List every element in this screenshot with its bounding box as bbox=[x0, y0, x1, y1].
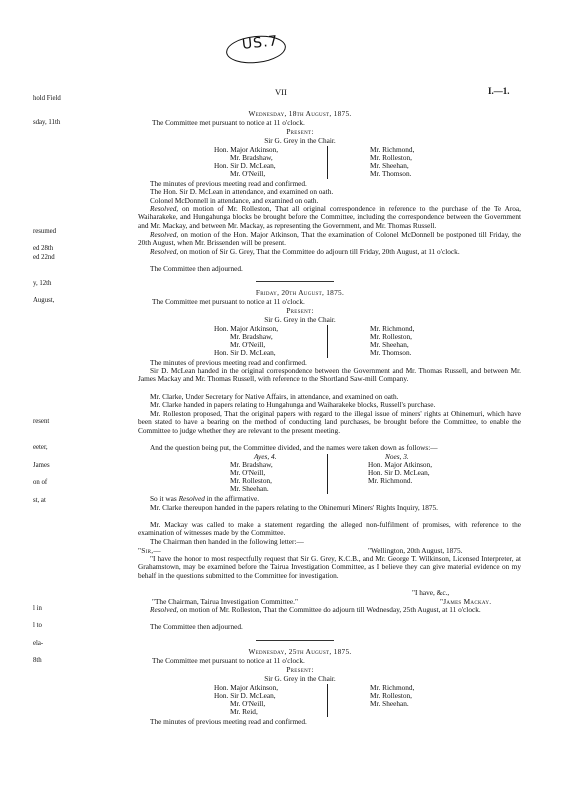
ayes-name: Mr. O'Neill, bbox=[230, 468, 266, 477]
page-corner-ref: I.—1. bbox=[488, 86, 510, 96]
resolved-word: Resolved, bbox=[150, 204, 179, 213]
ayes-name: Mr. Bradshaw, bbox=[230, 460, 273, 469]
margin-fragment: on of bbox=[33, 479, 48, 486]
letter-body: "I have the honor to most respectfully request that Sir G. Grey, K.C.B., and Mr. George T. Wilkinson, Licensed Interpreter, at Grahamstown, may be examined before the Tairua Investigation Committee, as I believe they can give material evidence on my behalf in the questions submitted to the Committee for investigation. bbox=[138, 554, 521, 580]
result-text: So it was bbox=[150, 494, 179, 503]
minutes-paragraph: Mr. Clarke, Under Secretary for Native Affairs, in attendance, and examined on oath. bbox=[150, 392, 399, 401]
margin-fragment: August, bbox=[33, 297, 55, 304]
noes-name: Mr. Richmond. bbox=[368, 476, 413, 485]
member-name: Hon. Sir D. McLean, bbox=[214, 348, 276, 357]
member-name: Mr. O'Neill, bbox=[230, 699, 266, 708]
minutes-paragraph: Mr. Clarke handed in papers relating to Hungahunga and Waiharakeke blocks, Russell's purchase. bbox=[150, 400, 436, 409]
resolution-text: on motion of Mr. Rolleston, That the Committee do adjourn till Wednesday, 25th August, at 11 o'clock. bbox=[178, 605, 481, 614]
chair-line: Sir G. Grey in the Chair. bbox=[264, 315, 336, 324]
section-divider bbox=[256, 640, 334, 641]
resolution-text: on motion of Sir G. Grey, That the Committee do adjourn till Friday, 20th August, at 11 o'clock. bbox=[178, 247, 460, 256]
adjourned-line: The Committee then adjourned. bbox=[150, 264, 243, 273]
present-heading: Present: bbox=[286, 665, 314, 674]
member-name: Mr. Sheehan, bbox=[370, 340, 409, 349]
result-text: in the affirmative. bbox=[204, 494, 260, 503]
letter-closing: "I have, &c., bbox=[412, 588, 450, 597]
margin-fragment: ed 28th bbox=[33, 245, 54, 252]
meeting-date: Wednesday, 25th August, 1875. bbox=[248, 647, 352, 656]
letter-signature: "James Mackay. bbox=[440, 597, 492, 606]
minutes-paragraph: Mr. Clarke thereupon handed in the papers relating to the Ohinemuri Miners' Rights Inquiry, 1875. bbox=[150, 503, 438, 512]
minutes-paragraph: The Hon. Sir D. McLean in attendance, and examined on oath. bbox=[150, 187, 334, 196]
member-name: Mr. Rolleston, bbox=[370, 691, 412, 700]
member-name: Hon. Major Atkinson, bbox=[214, 683, 279, 692]
member-name: Hon. Major Atkinson, bbox=[214, 324, 279, 333]
member-name: Mr. O'Neill, bbox=[230, 340, 266, 349]
minutes-paragraph: The minutes of previous meeting read and confirmed. bbox=[150, 717, 307, 726]
noes-name: Hon. Sir D. McLean, bbox=[368, 468, 430, 477]
letter-addressee: "The Chairman, Tairua Investigation Committee." bbox=[152, 597, 298, 606]
member-name: Hon. Major Atkinson, bbox=[214, 145, 279, 154]
member-name: Mr. Richmond, bbox=[370, 145, 415, 154]
margin-fragment: James bbox=[33, 462, 50, 469]
member-name: Mr. Sheehan. bbox=[370, 699, 409, 708]
member-name: Mr. O'Neill, bbox=[230, 169, 266, 178]
letter-salutation: "Sir,— bbox=[138, 546, 161, 555]
member-name: Mr. Richmond, bbox=[370, 324, 415, 333]
ayes-name: Mr. Sheehan. bbox=[230, 484, 269, 493]
noes-heading: Noes, 3. bbox=[385, 452, 409, 461]
meeting-opening: The Committee met pursuant to notice at 11 o'clock. bbox=[152, 297, 305, 306]
margin-fragment: l to bbox=[33, 622, 42, 629]
resolution-text: on motion of Mr. Rolleston, That all original correspondence in reference to the purchase of the Te Aroa, Waiharakeke, and Hungahunga blocks be brought before the Committee, including the correspondence between the Government and Mr. Mackay, and between Mr. Mackay, as representing the Government, and Mr. Thomas Russell. bbox=[138, 204, 521, 230]
margin-fragment: eeter, bbox=[33, 444, 48, 451]
minutes-paragraph: Mr. Rolleston proposed, That the original papers with regard to the illegal issue of miners' rights at Ohinemuri, which have been stated to have a bearing on the method of conducting land purchases, be brought before the Committee, to enable the Committee to judge whether they are relevant to the present meeting. bbox=[138, 409, 521, 435]
ayes-heading: Ayes, 4. bbox=[254, 452, 277, 461]
meeting-opening: The Committee met pursuant to notice at 11 o'clock. bbox=[152, 656, 305, 665]
member-name: Mr. Sheehan, bbox=[370, 161, 409, 170]
resolution-paragraph bbox=[138, 205, 521, 230]
minutes-paragraph: And the question being put, the Committee divided, and the names were taken down as follows:— bbox=[150, 443, 438, 452]
resolution-paragraph bbox=[138, 231, 521, 248]
resolution-text: on motion of the Hon. Major Atkinson, That the examination of Colonel McDonnell be postponed till Friday, the 20th August, when Mr. Brissenden will be present. bbox=[138, 230, 521, 248]
resolved-word: Resolved, bbox=[150, 247, 179, 256]
member-name: Mr. Reid, bbox=[230, 707, 258, 716]
margin-fragment: ed 22nd bbox=[33, 254, 55, 261]
present-heading: Present: bbox=[286, 127, 314, 136]
meeting-date: Friday, 20th August, 1875. bbox=[255, 288, 345, 297]
margin-fragment: ela- bbox=[33, 640, 44, 647]
present-heading: Present: bbox=[286, 306, 314, 315]
minutes-paragraph: The minutes of previous meeting read and confirmed. bbox=[150, 179, 307, 188]
handwritten-reference: US.7 bbox=[241, 33, 280, 53]
member-name: Mr. Richmond, bbox=[370, 683, 415, 692]
column-divider bbox=[327, 325, 328, 358]
page-numeral: VII bbox=[275, 87, 287, 97]
member-name: Hon. Sir D. McLean, bbox=[214, 691, 276, 700]
column-divider bbox=[327, 146, 328, 179]
ayes-name: Mr. Rolleston, bbox=[230, 476, 272, 485]
column-divider bbox=[327, 684, 328, 717]
resolved-word: Resolved, bbox=[150, 230, 179, 239]
margin-fragment: sday, 11th bbox=[33, 119, 61, 126]
noes-name: Hon. Major Atkinson, bbox=[368, 460, 433, 469]
member-name: Mr. Bradshaw, bbox=[230, 332, 273, 341]
member-name: Mr. Thomson. bbox=[370, 348, 412, 357]
minutes-paragraph: Mr. Mackay was called to make a statement regarding the alleged non-fulfilment of promises, with reference to the examination of witnesses made by the Committee. bbox=[138, 520, 521, 538]
member-name: Mr. Rolleston, bbox=[370, 332, 412, 341]
margin-fragment: st, at bbox=[33, 497, 46, 504]
minutes-paragraph: The Chairman then handed in the following letter:— bbox=[150, 537, 304, 546]
member-name: Mr. Thomson. bbox=[370, 169, 412, 178]
margin-fragment: hold Field bbox=[33, 95, 61, 102]
member-name: Hon. Sir D. McLean, bbox=[214, 161, 276, 170]
margin-fragment: l in bbox=[33, 605, 42, 612]
resolution-paragraph bbox=[138, 606, 521, 614]
margin-fragment: resumed bbox=[33, 228, 57, 235]
minutes-paragraph: Sir D. McLean handed in the original correspondence between the Government and Mr. Thomas Russell, and between Mr. James Mackay and Mr. Thomas Russell, with reference to the Shortland Saw-mill Company. bbox=[138, 366, 521, 384]
chair-line: Sir G. Grey in the Chair. bbox=[264, 674, 336, 683]
meeting-date: Wednesday, 18th August, 1875. bbox=[248, 109, 352, 118]
adjourned-line: The Committee then adjourned. bbox=[150, 622, 243, 631]
margin-fragment: y, 12th bbox=[33, 280, 52, 287]
chair-line: Sir G. Grey in the Chair. bbox=[264, 136, 336, 145]
minutes-paragraph: The minutes of previous meeting read and confirmed. bbox=[150, 358, 307, 367]
resolution-paragraph bbox=[138, 248, 521, 256]
letter-date: "Wellington, 20th August, 1875. bbox=[368, 546, 463, 555]
margin-fragment: resent bbox=[33, 418, 50, 425]
minutes-paragraph: Colonel McDonnell in attendance, and examined on oath. bbox=[150, 196, 319, 205]
section-divider bbox=[256, 281, 334, 282]
column-divider bbox=[327, 454, 328, 494]
margin-fragment: 8th bbox=[33, 657, 42, 664]
resolved-word: Resolved bbox=[178, 494, 205, 503]
member-name: Mr. Bradshaw, bbox=[230, 153, 273, 162]
meeting-opening: The Committee met pursuant to notice at 11 o'clock. bbox=[152, 118, 305, 127]
member-name: Mr. Rolleston, bbox=[370, 153, 412, 162]
resolved-word: Resolved, bbox=[150, 605, 179, 614]
